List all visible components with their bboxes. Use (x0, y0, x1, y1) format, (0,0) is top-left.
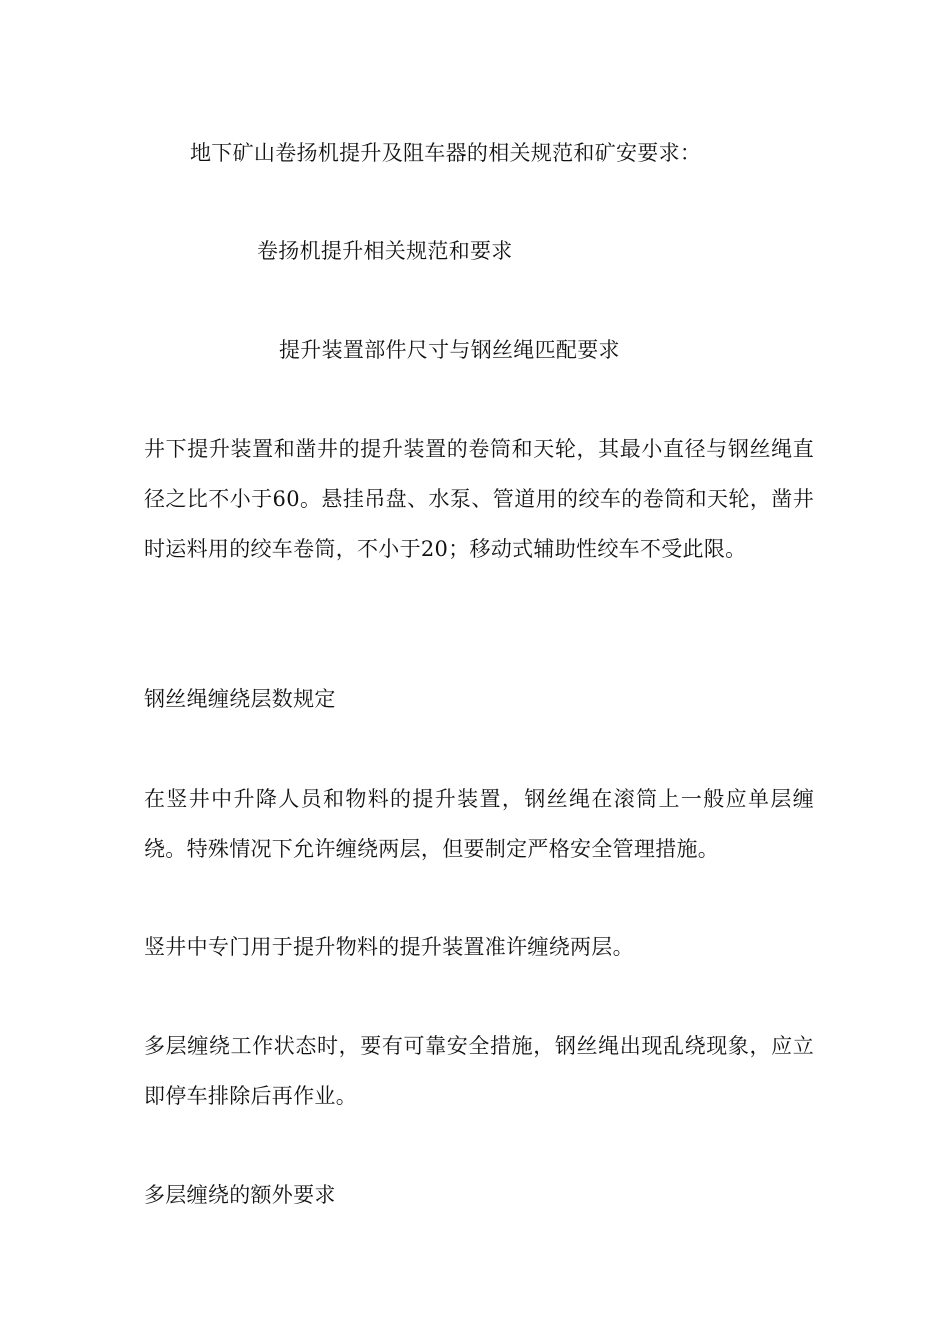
section-heading: 卷扬机提升相关规范和要求 (257, 239, 513, 263)
heading-rope-layers: 钢丝绳缠绕层数规定 (144, 687, 336, 711)
paragraph-multilayer: 多层缠绕工作状态时，要有可靠安全措施，钢丝绳出现乱绕现象，应立即停车排除后再作业。 (144, 1034, 814, 1108)
paragraph-material-only: 竖井中专门用于提升物料的提升装置准许缠绕两层。 (144, 935, 634, 959)
paragraph-single-layer: 在竖井中升降人员和物料的提升装置，钢丝绳在滚筒上一般应单层缠绕。特殊情况下允许缠绕两层，但要制定严格安全管理措施。 (144, 787, 814, 861)
document-title: 地下矿山卷扬机提升及阻车器的相关规范和矿安要求： (190, 141, 702, 165)
paragraph-diameter-ratio: 井下提升装置和凿井的提升装置的卷筒和天轮，其最小直径与钢丝绳直径之比不小于60。悬挂吊盘、水泵、管道用的绞车的卷筒和天轮，凿井时运料用的绞车卷筒，不小于20；移动式辅助性绞车不受此限。 (144, 437, 814, 561)
heading-multilayer-extra: 多层缠绕的额外要求 (144, 1183, 336, 1207)
subsection-heading: 提升装置部件尺寸与钢丝绳匹配要求 (279, 338, 620, 362)
